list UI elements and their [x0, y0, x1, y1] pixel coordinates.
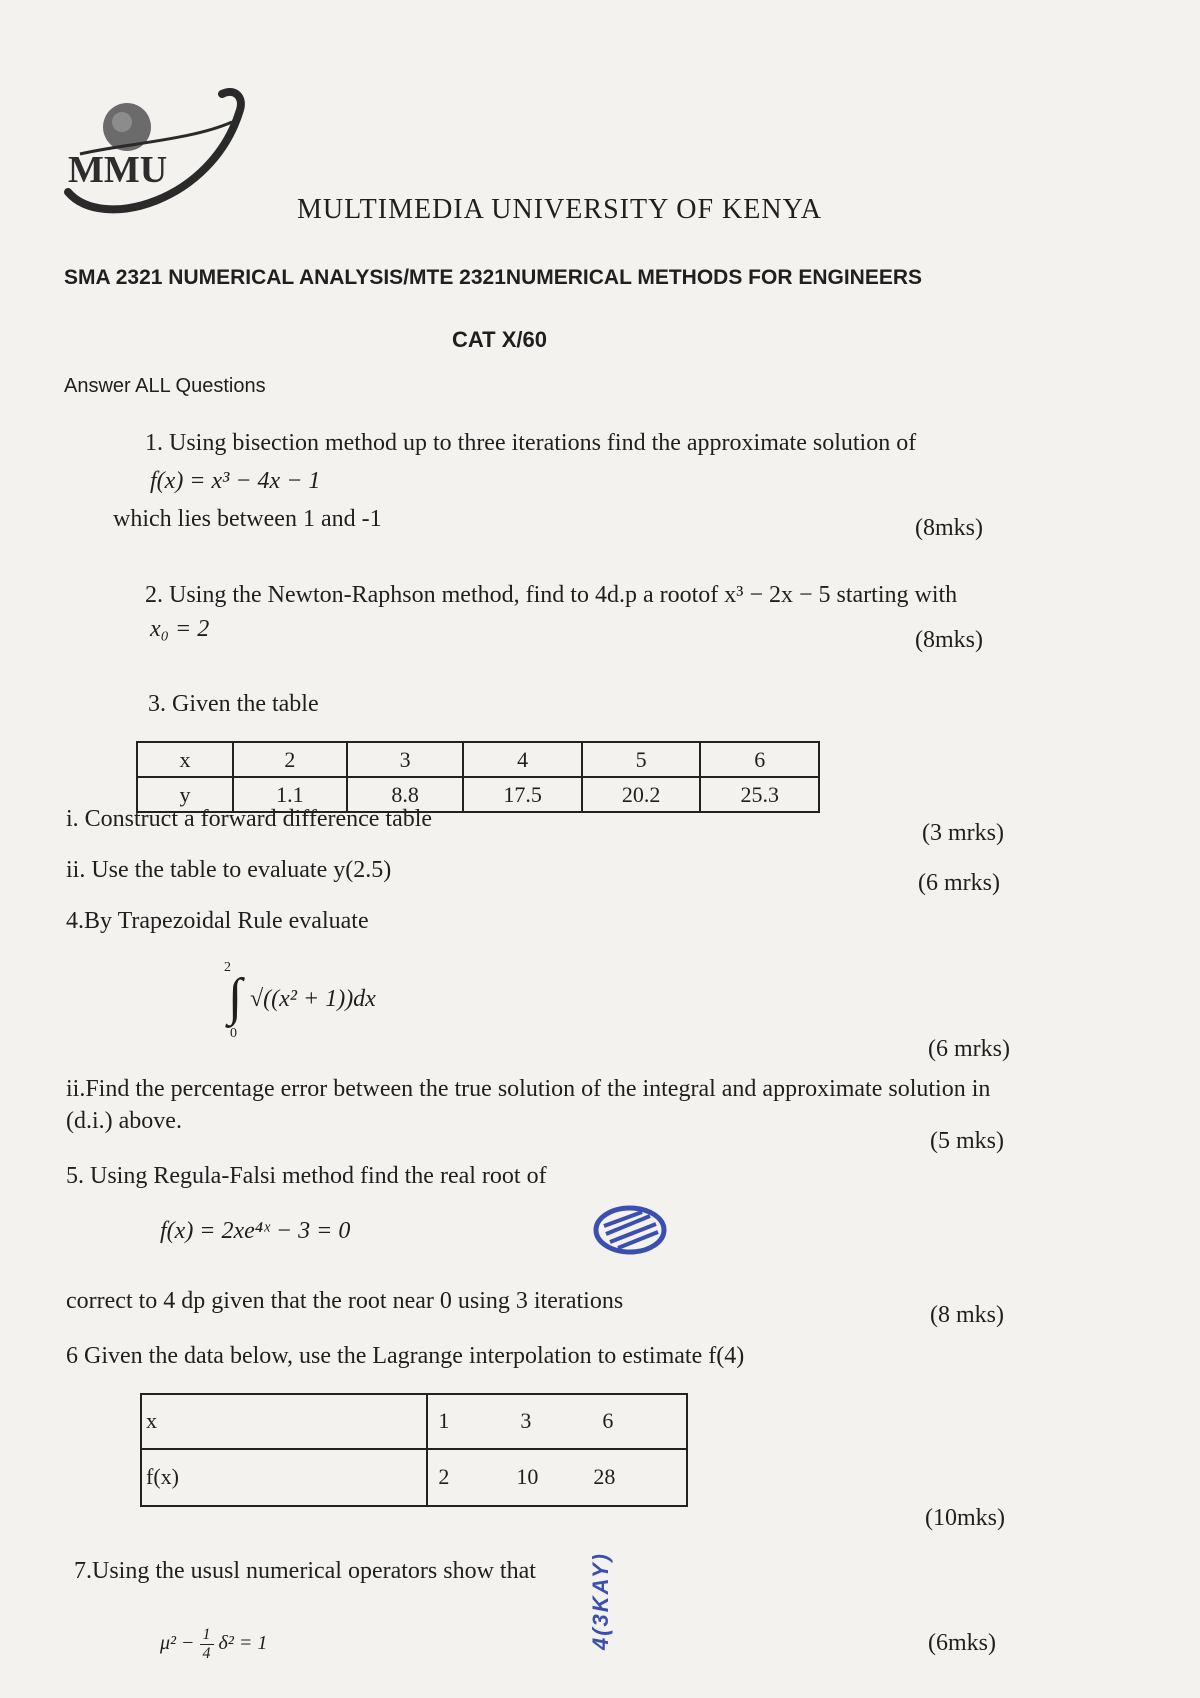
- q6-marks: (10mks): [925, 1505, 1005, 1531]
- stamp-side-text: 4(3KAY): [588, 1552, 613, 1650]
- q7-equation: [160, 1626, 267, 1663]
- q1-text: 1. Using bisection method up to three iterations find the approximate solution of: [145, 430, 917, 456]
- q7-text: 7.Using the ususl numerical operators show that: [74, 1558, 536, 1584]
- q4-upper-limit: 2: [224, 960, 231, 975]
- q1-equation: f(x) = x³ − 4x − 1: [150, 468, 321, 494]
- table-value: 1: [438, 1408, 450, 1434]
- logo-text: MMU: [68, 149, 168, 191]
- q5-text: 5. Using Regula-Falsi method find the real root of: [66, 1163, 547, 1189]
- q3-part-i-marks: (3 mrks): [922, 820, 1004, 846]
- q5-marks: (8 mks): [930, 1302, 1004, 1328]
- table-row: [141, 1449, 687, 1506]
- q3-part-ii: ii. Use the table to evaluate y(2.5): [66, 857, 392, 883]
- table-cell: 2: [233, 742, 347, 777]
- table-cell: 20.2: [582, 777, 701, 812]
- q3-part-i: i. Construct a forward difference table: [66, 806, 433, 832]
- q4-lower-limit: 0: [230, 1026, 237, 1041]
- q4-part-ii-line1: ii.Find the percentage error between the true solution of the integral and approximate solution in: [66, 1076, 991, 1102]
- table-row: [137, 742, 819, 777]
- table-cell: f(x): [141, 1449, 427, 1506]
- q2-start: x₀ = 2: [150, 616, 210, 642]
- table-cell: 1.1: [233, 777, 347, 812]
- q1-text2: which lies between 1 and -1: [113, 506, 382, 532]
- q2-text: 2. Using the Newton-Raphson method, find to 4d.p a rootof x³ − 2x − 5 starting with: [145, 582, 958, 608]
- q7-marks: (6mks): [928, 1630, 996, 1656]
- q7-eq-right: δ² = 1: [218, 1632, 268, 1655]
- table-cell: 5: [582, 742, 701, 777]
- q2-marks: (8mks): [915, 627, 983, 653]
- table-cell: 6: [700, 742, 819, 777]
- instruction: Answer ALL Questions: [64, 375, 266, 397]
- table-cell: x: [137, 742, 233, 777]
- stamp-scribble: [588, 1198, 674, 1264]
- q5-text2: correct to 4 dp given that the root near 0 using 3 iterations: [66, 1288, 624, 1314]
- q4-part-ii-line2: (d.i.) above.: [66, 1108, 182, 1134]
- integral-sign: ∫: [228, 969, 243, 1026]
- table-value: 10: [516, 1464, 539, 1490]
- q3-text: 3. Given the table: [148, 691, 319, 717]
- table-cell: [427, 1394, 687, 1449]
- q4-integrand: √((x² + 1))dx: [250, 986, 376, 1012]
- q1-marks: (8mks): [915, 515, 983, 541]
- table-cell: [427, 1449, 687, 1506]
- university-name: MULTIMEDIA UNIVERSITY OF KENYA: [297, 194, 822, 225]
- q5-equation: f(x) = 2xe⁴ˣ − 3 = 0: [160, 1218, 351, 1244]
- table-value: 3: [520, 1408, 532, 1434]
- q6-data-table: [140, 1393, 688, 1507]
- q3-data-table: [136, 741, 820, 813]
- table-row: [141, 1394, 687, 1449]
- q4-part-ii-marks: (5 mks): [930, 1128, 1004, 1154]
- table-cell: y: [137, 777, 233, 812]
- q3-part-ii-marks: (6 mrks): [918, 870, 1000, 896]
- table-value: 6: [602, 1408, 614, 1434]
- q7-fraction: [200, 1626, 214, 1663]
- q7-frac-num: 1: [200, 1626, 214, 1645]
- table-cell: 8.8: [347, 777, 464, 812]
- course-title: SMA 2321 NUMERICAL ANALYSIS/MTE 2321NUMERICAL METHODS FOR ENGINEERS: [64, 266, 923, 289]
- q6-text: 6 Given the data below, use the Lagrange interpolation to estimate f(4): [66, 1343, 745, 1369]
- table-cell: x: [141, 1394, 427, 1449]
- q4-marks: (6 mrks): [928, 1036, 1010, 1062]
- table-cell: 3: [347, 742, 464, 777]
- q7-eq-left: μ² −: [160, 1632, 195, 1655]
- q7-frac-den: 4: [202, 1645, 211, 1662]
- table-value: 2: [438, 1464, 450, 1490]
- table-cell: 25.3: [700, 777, 819, 812]
- table-cell: 17.5: [463, 777, 582, 812]
- cat-label: CAT X/60: [452, 327, 547, 352]
- mmu-logo: [62, 82, 262, 242]
- q4-text: 4.By Trapezoidal Rule evaluate: [66, 908, 369, 934]
- table-cell: 4: [463, 742, 582, 777]
- table-value: 28: [593, 1464, 616, 1490]
